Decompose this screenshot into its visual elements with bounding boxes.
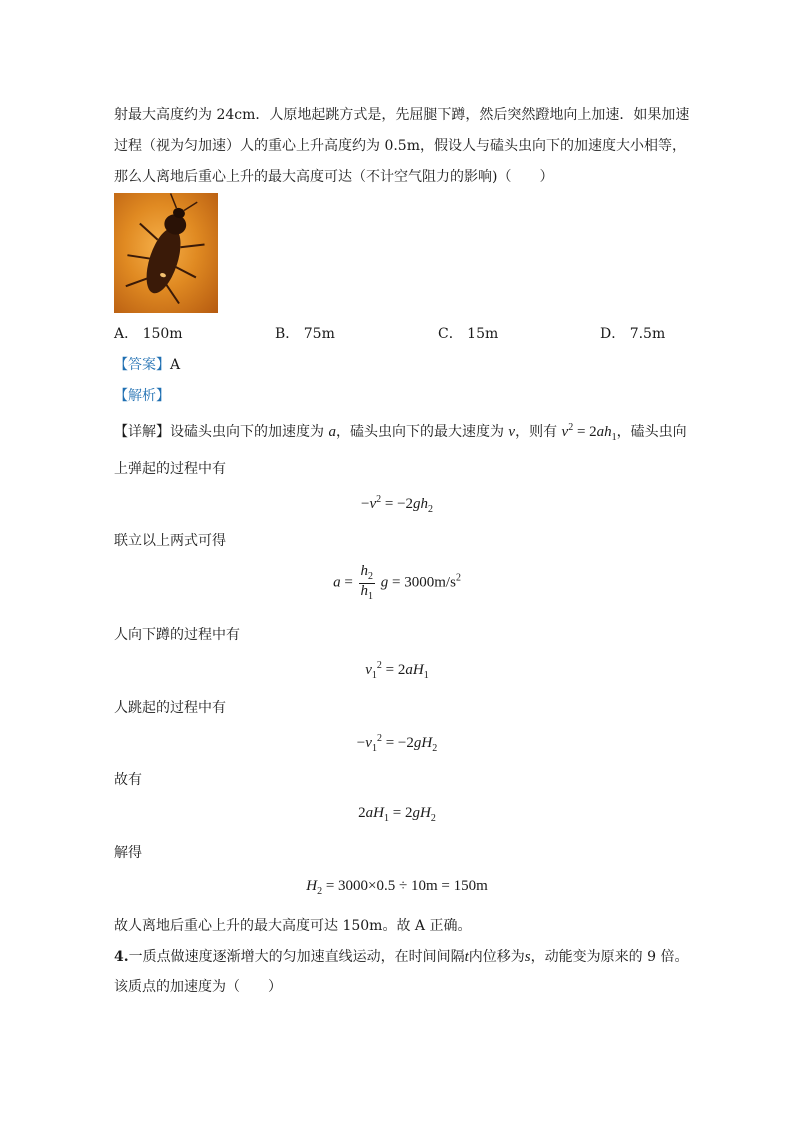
beetle-icon xyxy=(114,193,218,313)
equation-6: $H_2 = 3000\times 0.5 \div 10m = 150m$ xyxy=(306,878,488,897)
detail-line-2: 上弹起的过程中有 xyxy=(114,461,226,477)
step-3: 人跳起的过程中有 xyxy=(114,700,226,716)
analysis-line xyxy=(114,385,170,405)
answer-line xyxy=(114,354,180,374)
detail-line-1: 【详解】设磕头虫向下的加速度为 a，磕头虫向下的最大速度为 v，则有 $v^2 = 2ah_1$，磕头虫向 xyxy=(114,422,687,443)
option-c: C． 15m xyxy=(438,326,499,342)
option-b: B． 75m xyxy=(275,326,335,342)
next-question-line-1: 4.一质点做速度逐渐增大的匀加速直线运动，在时间间隔t内位移为s，动能变为原来的 9 倍。 xyxy=(114,949,689,965)
equation-2: a = $\frac{h_2}{h_1}$ $g = 3000m/s^2$ xyxy=(333,563,461,602)
answer-value: A xyxy=(170,357,181,373)
equation-4: $-v_1^2 = -2gH_2$ xyxy=(356,733,438,754)
conclusion: 故人离地后重心上升的最大高度可达 150m。故 A 正确。 xyxy=(114,918,472,934)
question-line-2: 过程（视为匀加速）人的重心上升高度约为 0.5m，假设人与磕头虫向下的加速度大小相等， xyxy=(114,138,686,154)
option-a: A． 150m xyxy=(114,326,183,342)
step-2: 人向下蹲的过程中有 xyxy=(114,627,240,643)
question-line-1: 射最大高度约为 24cm．人原地起跳方式是，先屈腿下蹲，然后突然蹬地向上加速．如果加速 xyxy=(114,107,690,123)
question-line-3: 那么人离地后重心上升的最大高度可达（不计空气阻力的影响)（ ） xyxy=(114,169,554,185)
equation-3: $v_1^2 = 2aH_1$ xyxy=(365,660,429,681)
next-question-line-2: 该质点的加速度为（ ） xyxy=(114,979,282,995)
analysis-label: 【解析】 xyxy=(114,388,170,404)
option-d: D． 7.5m xyxy=(600,326,666,342)
step-1: 联立以上两式可得 xyxy=(114,533,226,549)
step-5: 解得 xyxy=(114,845,142,861)
equation-1: $-v^2 = -2gh_2$ xyxy=(360,494,434,515)
answer-label: 【答案】 xyxy=(114,357,170,373)
equation-5: $2aH_1 = 2gH_2$ xyxy=(358,805,436,824)
step-4: 故有 xyxy=(114,772,142,788)
click-beetle-photo xyxy=(114,193,218,313)
